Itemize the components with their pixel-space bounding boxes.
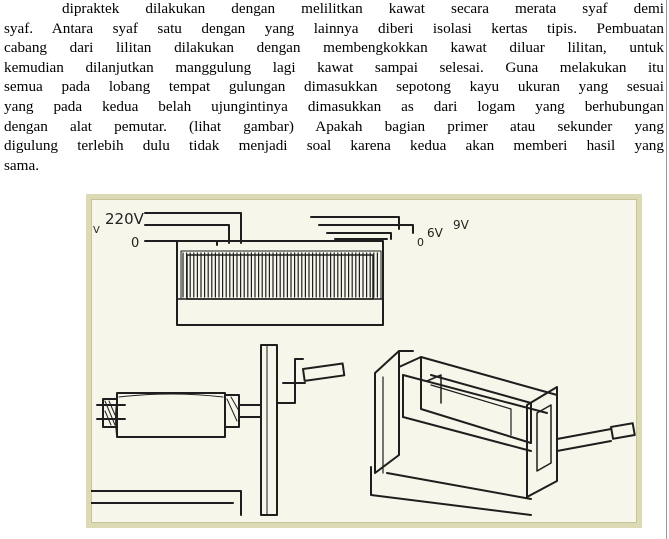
line-text: sama. — [4, 156, 40, 174]
label-v: V — [93, 225, 100, 236]
paragraph-line — [4, 136, 664, 156]
line-text: dengan alat pemutar. (lihat gambar) Apakah bagian primer atau sekunder yang — [4, 117, 664, 135]
paragraph-line — [4, 117, 664, 137]
label-6v: 6V — [427, 226, 443, 240]
line-text: syaf. Antara syaf satu dengan yang lainnya diberi isolasi kertas tipis. Pembuatan — [4, 19, 664, 37]
body-paragraph — [4, 0, 664, 175]
paragraph-line — [4, 38, 664, 58]
winding-jig-left — [91, 345, 344, 515]
paragraph-line — [4, 19, 664, 39]
transformer-winding-figure — [86, 194, 642, 528]
transformer-core-drawing — [93, 210, 470, 325]
winding-illustration — [91, 199, 637, 523]
line-text: cabang dari lilitan dilakukan dengan membengkokkan kawat diluar lilitan, untuk — [4, 39, 664, 57]
line-text: dipraktek dilakukan dengan melilitkan kawat secara merata syaf demi — [62, 0, 664, 17]
paragraph-line — [4, 58, 664, 78]
line-text: digulung terlebih dulu tidak menjadi soal karena kedua akan memberi hasil yang — [4, 137, 664, 155]
line-text: yang pada kedua belah ujungintinya dimasukkan as dari logam yang berhubungan — [4, 97, 664, 115]
page-edge-divider — [666, 0, 667, 539]
label-220v: 220V — [105, 210, 144, 228]
bobbin-jig-right — [371, 351, 635, 515]
paragraph-line — [4, 77, 664, 97]
line-text: kemudian dilanjutkan manggulung lagi kawat sampai selesai. Guna melakukan itu — [4, 58, 664, 76]
label-0-left: 0 — [131, 236, 140, 251]
paragraph-line — [4, 156, 664, 176]
label-9v: 9V — [453, 218, 469, 232]
paragraph-line — [4, 0, 664, 19]
paragraph-line — [4, 97, 664, 117]
label-0-right: 0 — [417, 236, 424, 249]
line-text: semua pada lobang tempat gulungan dimasukkan sepotong kayu ukuran yang sesuai — [4, 78, 664, 96]
